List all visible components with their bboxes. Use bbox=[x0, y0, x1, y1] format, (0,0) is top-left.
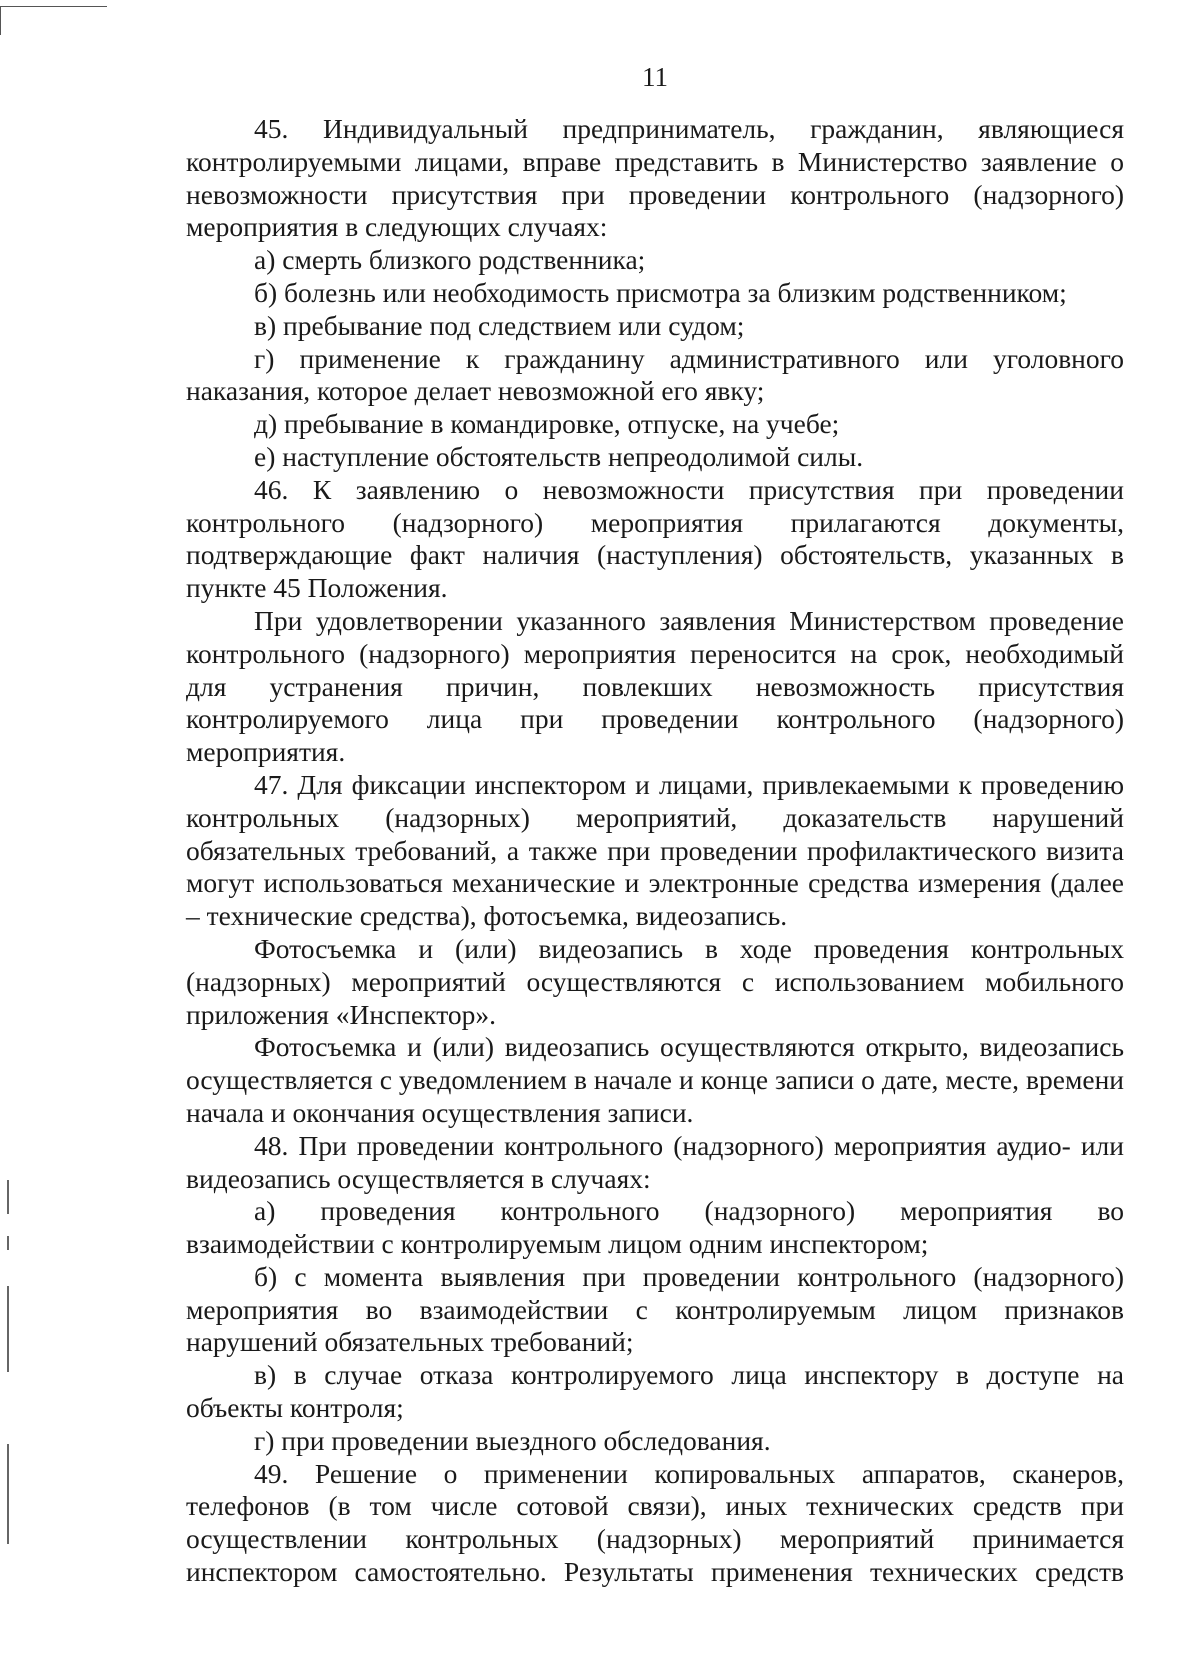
list-item-48-v: в) в случае отказа контролируемого лица инспектору в доступе на объекты контроля; bbox=[186, 1359, 1124, 1424]
paragraph-46: 46. К заявлению о невозможности присутствия при проведении контрольного (надзорного) мероприятия прилагаются документы, подтверждающие факт наличия (наступления) обстоятельств, указанных в пункте 45 Положения. bbox=[186, 473, 1124, 604]
scan-corner-mark bbox=[0, 6, 107, 35]
scan-edge-mark bbox=[7, 1180, 9, 1214]
list-item-d: д) пребывание в командировке, отпуске, на учебе; bbox=[254, 408, 840, 440]
list-item-48-a: а) проведения контрольного (надзорного) мероприятия во взаимодействии с контролируемым лицом одним инспектором; bbox=[186, 1195, 1124, 1260]
paragraph-46-continued: При удовлетворении указанного заявления Министерством проведение контрольного (надзорного) мероприятия переносится на срок, необходимый для устранения причин, повлекших невозможность присутствия контролируемого лица при проведении контрольного (надзорного) мероприятия. bbox=[186, 604, 1124, 768]
list-item-48-g: г) при проведении выездного обследования. bbox=[254, 1424, 771, 1456]
list-item-g: г) применение к гражданину административного или уголовного наказания, которое делает невозможной его явку; bbox=[186, 342, 1124, 407]
paragraph-47-open-recording: Фотосъемка и (или) видеозапись осуществляются открыто, видеозапись осуществляется с уведомлением в начале и конце записи о дате, месте, времени начала и окончания осуществления записи. bbox=[186, 1031, 1124, 1128]
paragraph-45: 45. Индивидуальный предприниматель, гражданин, являющиеся контролируемыми лицами, вправе представить в Министерство заявление о невозможности присутствия при проведении контрольного (надзорного) мероприятия в следующих случаях: bbox=[186, 113, 1124, 243]
list-item-e: е) наступление обстоятельств непреодолимой силы. bbox=[254, 440, 864, 472]
page-number: 11 bbox=[642, 62, 668, 92]
paragraph-47: 47. Для фиксации инспектором и лицами, привлекаемыми к проведению контрольных (надзорных) мероприятий, доказательств нарушений обязательных требований, а также при проведении профилактического визита могут использоваться механические и электронные средства измерения (далее – технические средства), фотосъемка, видеозапись. bbox=[186, 768, 1124, 932]
list-item-48-b: б) с момента выявления при проведении контрольного (надзорного) мероприятия во взаимодействии с контролируемым лицом признаков нарушений обязательных требований; bbox=[186, 1260, 1124, 1358]
scan-edge-mark bbox=[7, 1236, 9, 1250]
paragraph-49: 49. Решение о применении копировальных аппаратов, сканеров, телефонов (в том числе сотовой связи), иных технических средств при осуществлении контрольных (надзорных) мероприятий принимается инспектором самостоятельно. Результаты применения технических средств bbox=[186, 1457, 1124, 1588]
list-item-a: а) смерть близкого родственника; bbox=[254, 244, 646, 276]
scan-edge-mark bbox=[7, 1286, 9, 1372]
paragraph-47-photo: Фотосъемка и (или) видеозапись в ходе проведения контрольных (надзорных) мероприятий осуществляются с использованием мобильного приложения «Инспектор». bbox=[186, 932, 1124, 1030]
list-item-v: в) пребывание под следствием или судом; bbox=[254, 309, 745, 341]
paragraph-48: 48. При проведении контрольного (надзорного) мероприятия аудио- или видеозапись осуществляется в случаях: bbox=[186, 1129, 1124, 1194]
document-body bbox=[186, 113, 1124, 1589]
list-item-b: б) болезнь или необходимость присмотра за близким родственником; bbox=[254, 276, 1067, 308]
scan-edge-mark bbox=[7, 1444, 9, 1544]
